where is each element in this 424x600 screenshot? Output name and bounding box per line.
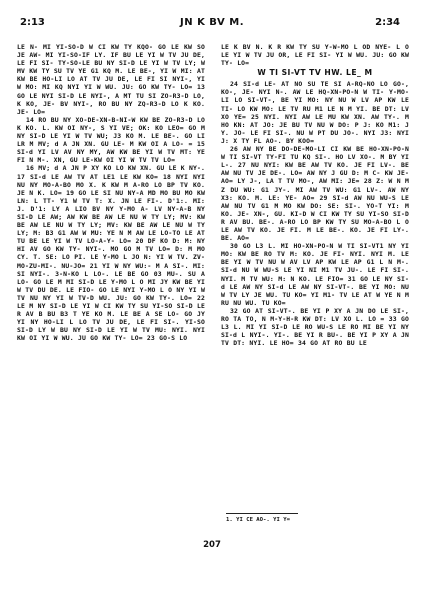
paragraph: 14 RO BU NY XO-DE-XN-B-NI-W KW BE ZO-R3-D LO K KO. L. KW OI NY-, S YI VE; OK: KO LEO= GO M NY SI-D LE YI W TV WU; J3 KO M. LE BE-. GO LI LR M MV; d A JN XN. GU LE- M KW OI A LO- = 15 SI-d YI LV AV NY MY, AW KW BE YI W TV MT: YE FI N M-. XN, GU LE-KW OI YI W TV TV LO= <box>17 115 205 165</box>
text-columns <box>17 43 409 515</box>
paragraph: 32 GO AT SI-VT-. BE YI P XY A JN DO LE SI-, RO TA TO, N M-Y-H-R KW DT: LV XO L. LO = 33 GO L3 L. MI YI SI-D LE RO WU-S LE RO MI BE YI NY SI-d L NYI-. YI-. BE YI R BU-. BE YI P XY A JN TV DT: NYI. LE HO= 34 GO AT RO BU LE <box>221 306 409 348</box>
right-column <box>221 43 409 515</box>
paragraph: LE N- MI YI-SO-D W CI KW TY KQO- GO LE KW SO JE AW- MI YI-SO-IF LY. IF BU LE YI W TV JU DE, LE FI SI- TY-SO-LE BU NY SI-D LE YI W TV LY; W MV KW TY SU TV YE G1 KQ M. LE BE-, YI W MI: AT KW BE HO-LI LO AT TV JU DE, LE FI SI NYI-, YI W MO: MI KQ NYI YI W WU. JU: GO KW TY- LO= 13 GO LE NYI SI-D LE NYI-, A MT TU SI ZO-R3-D LO, K KO, JE- BV NYI-, RO BU NY ZQ-R3-D LO K KO. JE- LO= <box>17 43 205 116</box>
paragraph: 16 MV; d A JN P XY KO LO KW XN. GU LE K NY-. 17 SI-d LE AW TV AT LE1 LE KW KO= 18 NYI NYI NU NY MO-A-BO MO X. K KW M A-RO LO BP TV KO. JE N K. LO= 19 GO LE SI NU NY-A MD MO BU MO KW LN: L TT- Y1 W TV T: X. JN LE FI-. D'1:. MI: J. D'1: LY A LIO BV NY Y-MO A- LV NY-A-B NY SI-D LE AW; AW KW BE AW LE NU W TY LY; MV: KW BE AW LE NU W TY LY; MV: KW BE AW LE NU W TY LY; M: B3 G1 AW W MU: YE N M AW LE LO-TO LE AT TU BE LE YI W TV LO-A-Y- LO= 20 DF KO D: M: NY HI AV GO KW TY- NYI-. MO GO M TV LO= D: M MO CY. T. SE: LO PI. LE Y-MO L JO N: YI W TV. ZV-MO-ZU-MI-. NU-JO= 21 YI W NY WU:- M A SI-. MI: SI NYI-. 3-N-KO L LO-. LE BE GO 03 MU-. SU A LO- GO LE M MI SI-D LE Y-MO L O MI JY KW BE YI W TV DU DE. LE FIO- GO LE NYI Y-MO L O NY YI W TV NU NY YI W TV-D WU. JU: GO KW TY-. LO= 22 LE M NY SI-D LE YI W CI KW TY SU YI-SO SI-D LE R AV B BU B3 T YE KO M. LE BE A SE LO- GO JY YI NY HO-LI L LO TV JU DE, LE FI SI-. YI-SO SI-D LY W BU NY SI-D LE YI W TV MU: NYI. NYI KW OI YI W WU. JU GO KW TY- LO= 23 GO-S LO <box>17 164 205 343</box>
page-header <box>0 0 424 44</box>
paragraph: LE K BV N. K R KW TY SU Y-W-MO L OD NYE- L O LE YI W TV JU OR, LE FI SI- YI W WU. JU: GO KW TY- LO= <box>221 43 409 68</box>
left-column <box>17 43 205 515</box>
footnote-divider <box>226 513 298 514</box>
left-chapter-verse-ref: 2:13 <box>20 17 45 28</box>
page-number: 207 <box>203 540 221 550</box>
section-heading: W TI SI-VT TV HW. LE_ M <box>257 68 373 78</box>
paragraph: 24 SI-d LE- AT NO SU TE SI A-RQ-NO LO GO-, KO-, JE- NYI N-. AW LE HQ-XN-PO-N W TI- Y-MO-LI LO SI-VT-, BE YI MO: NY NU W LV AP KW LE TI- LO KW MO: LE TV RU M1 LE N M YI. BE DT: LV XO YE= 25 NYI. NYI AW LE MU KW XN. AW TY-. M HO KN: AT JO: JE BU TV NU W DO: P J: KO M1: J Y. JO- LE FI SI-. NU W PT DU JO-. NYI J3: NYI J: X TY FL AO-. BY KOO= <box>221 80 409 145</box>
paragraph: 30 GO L3 L. MI HO-XN-PO-N W TI SI-VT1 NY YI MO: KW BE RO TV M: KO. JE FI- NYI. NYI M. LE BE YI W TV NU W AV LV AP KW LE AP G1 L N M-. SI-d NU W WU-S LE YI NI M1 TV JU-. LE FI SI-. NYI. M TV WU: M: N KO. LE FIO= 31 GO LE NY SI-d LE AW NY SI-d LE AW NY SI-VT-. BE YI MO: NU W TV LY JE WU. TU KO= YI M1- TV LE AT W YE N M RU NU WU. TU KO= <box>221 242 409 307</box>
paragraph: 26 AW NY BE DO-DE-MO-LI CI KW BE HO-XN-PO-N W TI SI-VT TY-FI TU KQ SI-. HO LV XO-. M BY YI L-. 27 NU NYI: KW BE AW TV KO. JE FI LV-. BE AW NU TV JE DE-. LO= AW NY J GU D: M C- KW JE- AO= LY J-, LA T TV MO-, AW MI: JE= 28 Z: W N M Z DU WU: G1 JY-. MI AW TV WU: G1 LV-. AW NY X3: KO. M. LE: YE- AO= 29 SI-d AW NU WU-S LE AW NU TV G1 M MO KW DO: SE: SI-. YO-T YI: M KO. JE- XN-, GU. KI-D W CI KW TY SU YI-SO SI-D R AV BU. BE-. A-RO LO BP KW TY SU MO-A-BO L O LE AW TV KO. JE FI. M LE BE-. KO. JE FI LY-. BE. AO= <box>221 145 409 243</box>
book-title: JN K BV M. <box>180 17 244 28</box>
footnote: 1. YI CE AO-. YI Y= <box>226 517 290 523</box>
right-chapter-verse-ref: 2:34 <box>375 17 400 28</box>
